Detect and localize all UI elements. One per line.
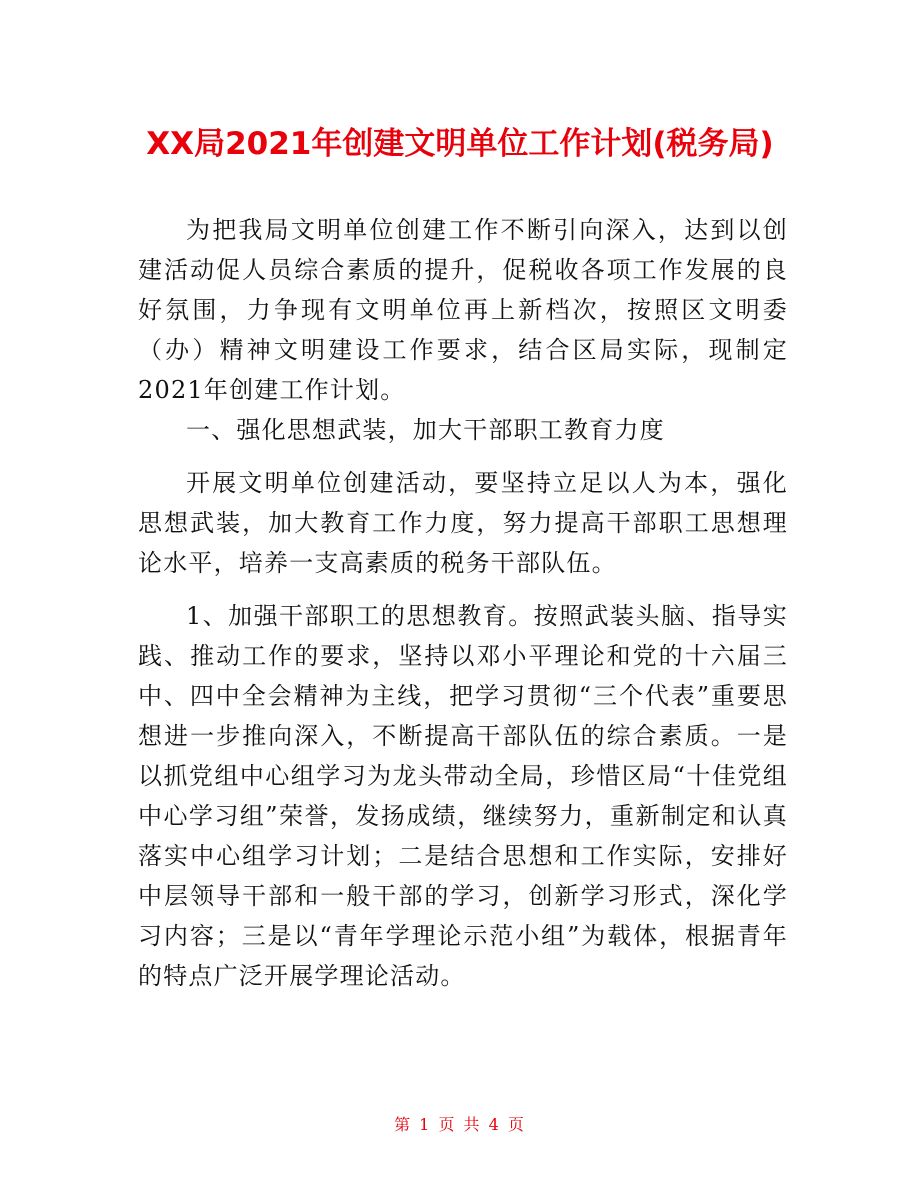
section-heading: 一、强化思想武装，加大干部职工教育力度 — [186, 416, 665, 444]
item-paragraph: 1、加强干部职工的思想教育。按照武装头脑、指导实践、推动工作的要求，坚持以邓小平理论和党的十六届三中、四中全会精神为主线，把学习贯彻“三个代表”重要思想进一步推向深入，不断提高干部队伍的综合素质。一是以抓党组中心组学习为龙头带动全局，珍惜区局“十佳党组中心学习组”荣誉，发扬成绩，继续努力，重新制定和认真落实中心组学习计划；二是结合思想和工作实际，安排好中层领导干部和一般干部的学习，创新学习形式，深化学习内容；三是以“青年学理论示范小组”为载体，根据青年的特点广泛开展学理论活动。 — [138, 602, 788, 990]
document-title: XX局2021年创建文明单位工作计划(税务局) — [146, 126, 774, 162]
intro-paragraph: 为把我局文明单位创建工作不断引向深入，达到以创建活动促人员综合素质的提升，促税收各项工作发展的良好氛围，力争现有文明单位再上新档次，按照区文明委（办）精神文明建设工作要求，结合区局实际，现制定2021年创建工作计划。 — [138, 216, 788, 404]
page-number: 第 1 页 共 4 页 — [394, 1115, 526, 1134]
document-body — [138, 210, 788, 996]
section-paragraph: 开展文明单位创建活动，要坚持立足以人为本，强化思想武装，加大教育工作力度，努力提高干部职工思想理论水平，培养一支高素质的税务干部队伍。 — [138, 469, 788, 577]
